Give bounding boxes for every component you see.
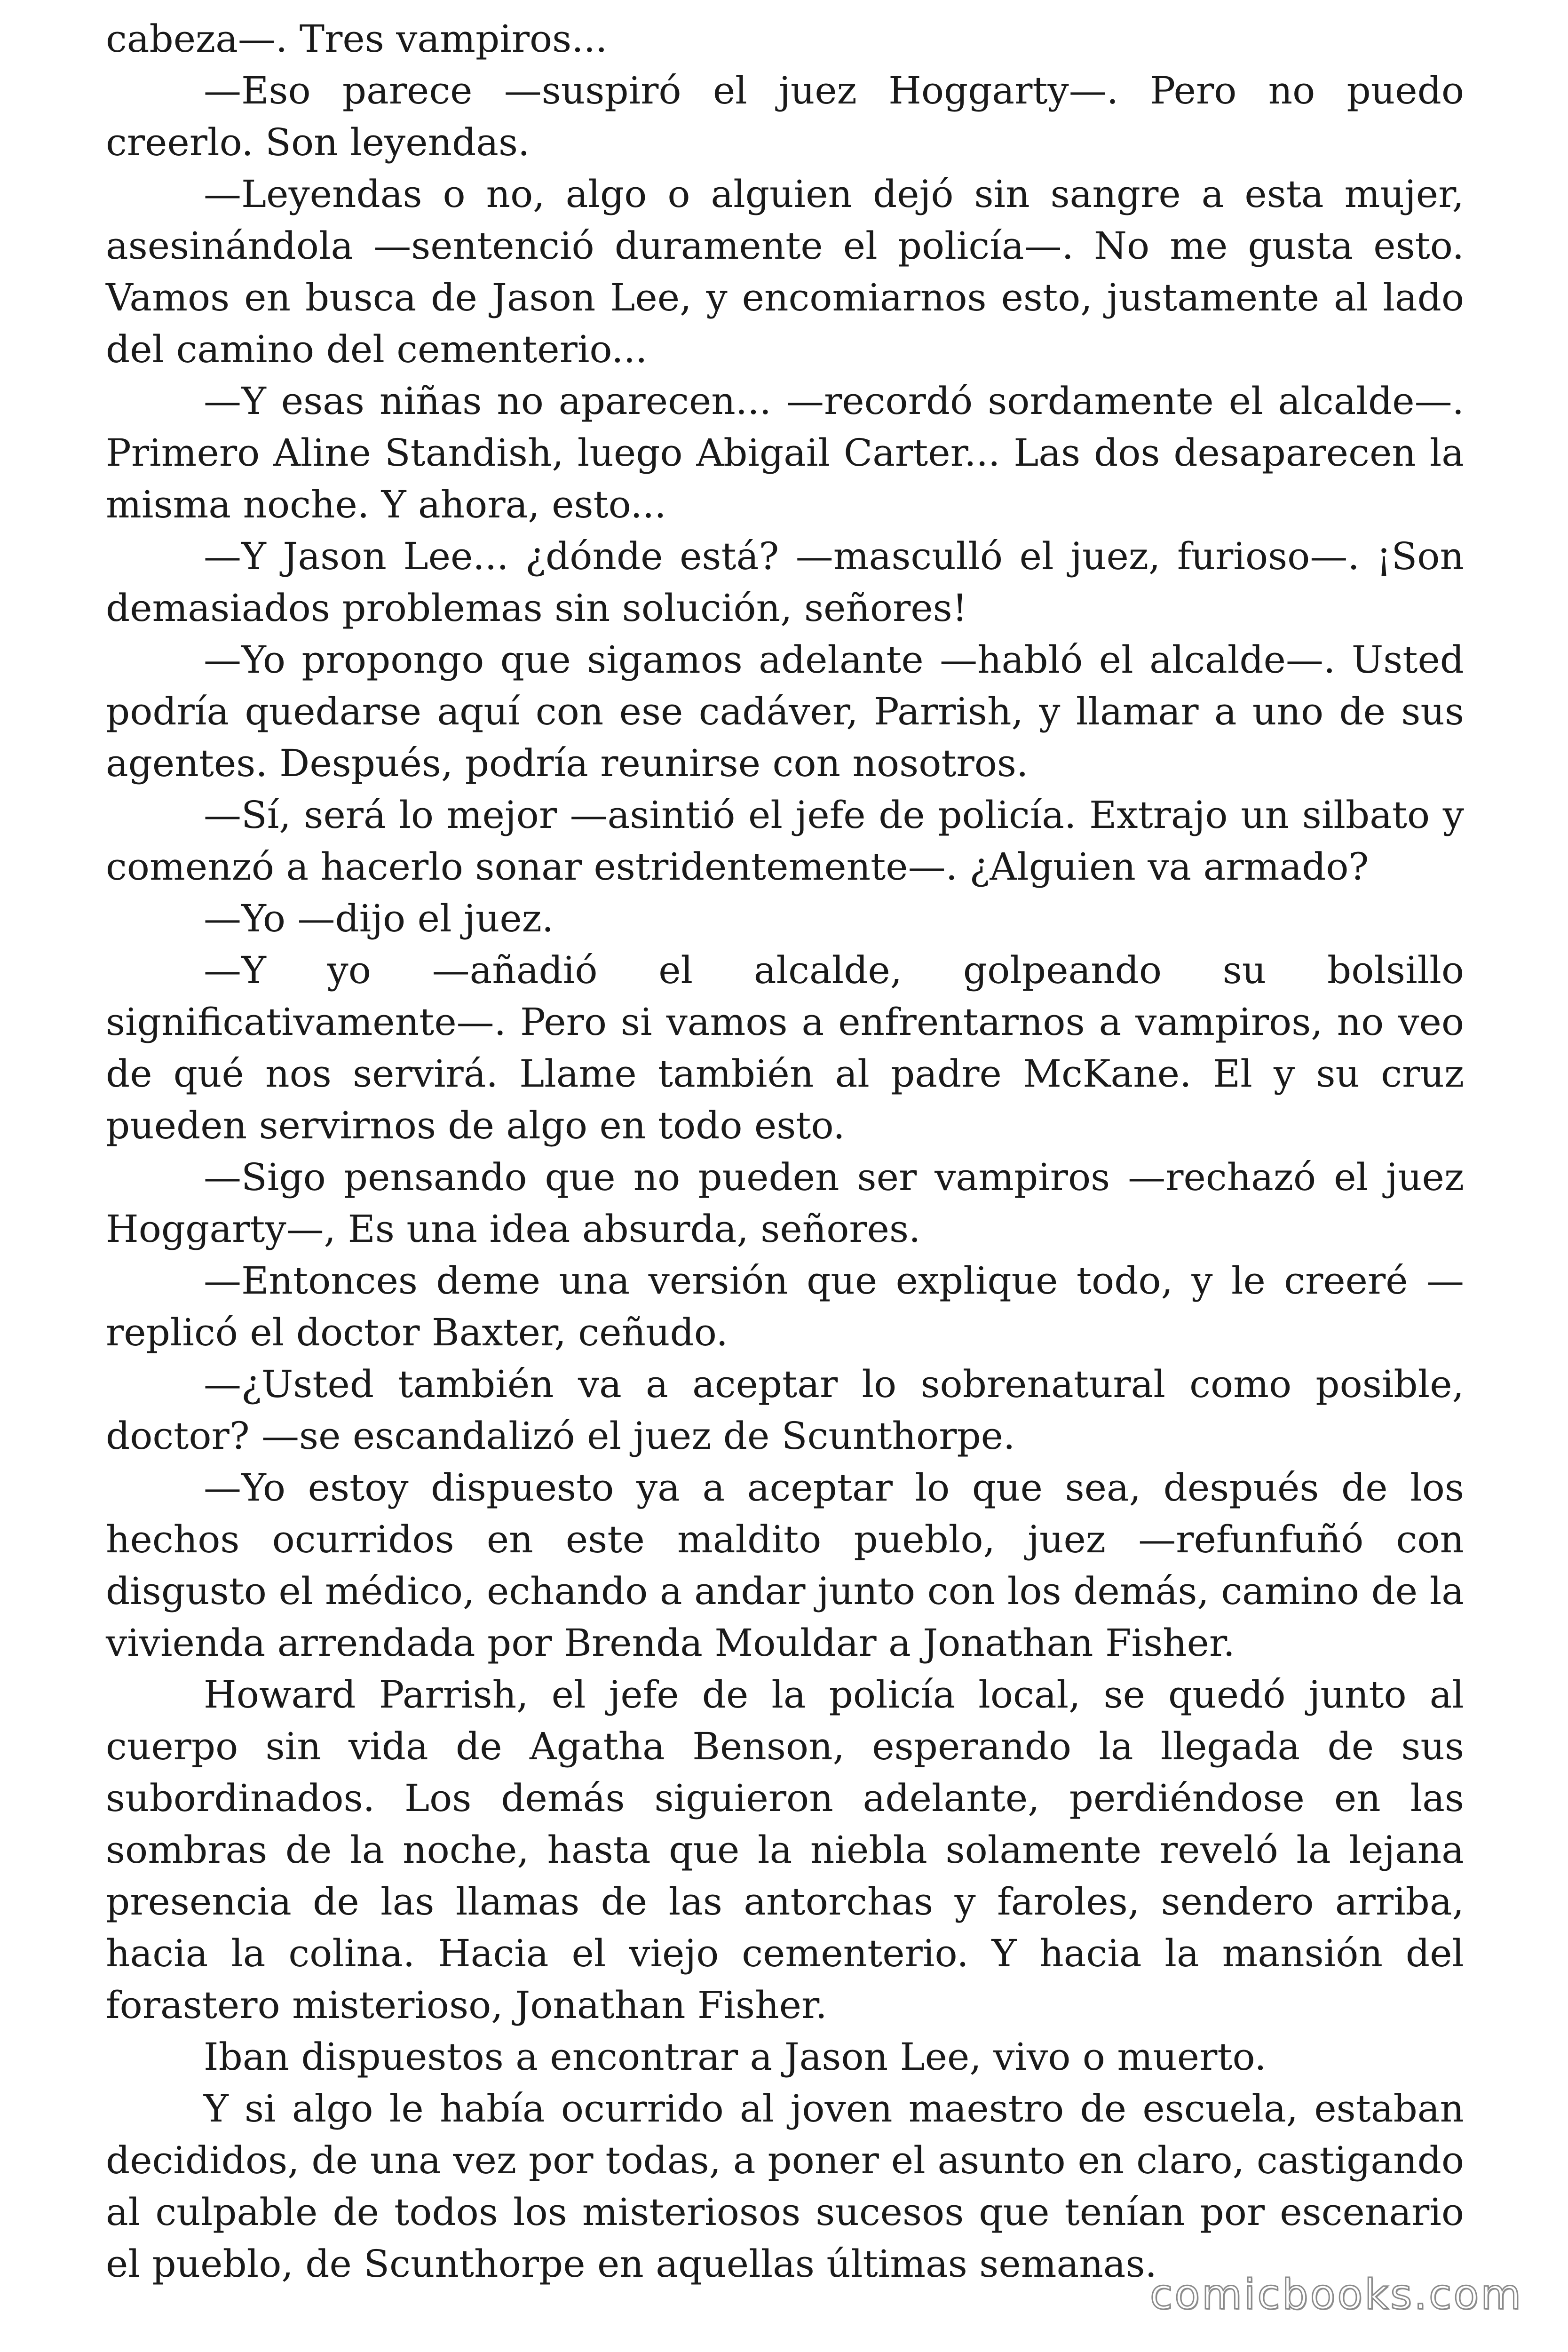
- paragraph: —Y Jason Lee... ¿dónde está? —masculló el juez, furioso—. ¡Son demasiados problemas sin solución, señores!: [106, 534, 1464, 630]
- paragraph: Howard Parrish, el jefe de la policía local, se quedó junto al cuerpo sin vida de Agatha Benson, esperando la llegada de sus subordinados. Los demás siguieron adelante, perdiéndose en las sombras de la noche, hasta que la niebla solamente reveló la lejana presencia de las llamas de las antorchas y faroles, sendero arriba, hacia la colina. Hacia el viejo cementerio. Y hacia la mansión del forastero misterioso, Jonathan Fisher.: [106, 1673, 1464, 2027]
- paragraph: —Y esas niñas no aparecen... —recordó sordamente el alcalde—. Primero Aline Standish, luego Abigail Carter... Las dos desaparecen la misma noche. Y ahora, esto...: [106, 379, 1464, 526]
- paragraph: Iban dispuestos a encontrar a Jason Lee, vivo o muerto.: [204, 2035, 1267, 2079]
- page-body: [106, 13, 1464, 2290]
- paragraph: —Sí, será lo mejor —asintió el jefe de policía. Extrajo un silbato y comenzó a hacerlo sonar estridentemente—. ¿Alguien va armado?: [106, 793, 1464, 889]
- paragraph: cabeza—. Tres vampiros...: [106, 17, 608, 61]
- paragraph: —Entonces deme una versión que explique todo, y le creeré —replicó el doctor Baxter, ceñudo.: [106, 1259, 1464, 1354]
- watermark: comicbooks.com: [1149, 2270, 1523, 2319]
- paragraph: —Y yo —añadió el alcalde, golpeando su bolsillo significativamente—. Pero si vamos a enfrentarnos a vampiros, no veo de qué nos servirá. Llame también al padre McKane. El y su cruz pueden servirnos de algo en todo esto.: [106, 948, 1464, 1147]
- paragraph: Y si algo le había ocurrido al joven maestro de escuela, estaban decididos, de una vez por todas, a poner el asunto en claro, castigando al culpable de todos los misteriosos sucesos que tenían por escenario el pueblo, de Scunthorpe en aquellas últimas semanas.: [106, 2087, 1464, 2286]
- paragraph: —Leyendas o no, algo o alguien dejó sin sangre a esta mujer, asesinándola —sentenció duramente el policía—. No me gusta esto. Vamos en busca de Jason Lee, y encomiarnos esto, justamente al lado del camino del cementerio...: [106, 172, 1464, 371]
- paragraph: —¿Usted también va a aceptar lo sobrenatural como posible, doctor? —se escandalizó el juez de Scunthorpe.: [106, 1362, 1464, 1458]
- paragraph: —Eso parece —suspiró el juez Hoggarty—. Pero no puedo creerlo. Son leyendas.: [106, 69, 1464, 164]
- paragraph: —Sigo pensando que no pueden ser vampiros —rechazó el juez Hoggarty—, Es una idea absurda, señores.: [106, 1155, 1464, 1251]
- paragraph: —Yo estoy dispuesto ya a aceptar lo que sea, después de los hechos ocurridos en este maldito pueblo, juez —refunfuñó con disgusto el médico, echando a andar junto con los demás, camino de la vivienda arrendada por Brenda Mouldar a Jonathan Fisher.: [106, 1466, 1464, 1665]
- paragraph: —Yo —dijo el juez.: [204, 897, 554, 940]
- paragraph: —Yo propongo que sigamos adelante —habló el alcalde—. Usted podría quedarse aquí con ese cadáver, Parrish, y llamar a uno de sus agentes. Después, podría reunirse con nosotros.: [106, 638, 1464, 785]
